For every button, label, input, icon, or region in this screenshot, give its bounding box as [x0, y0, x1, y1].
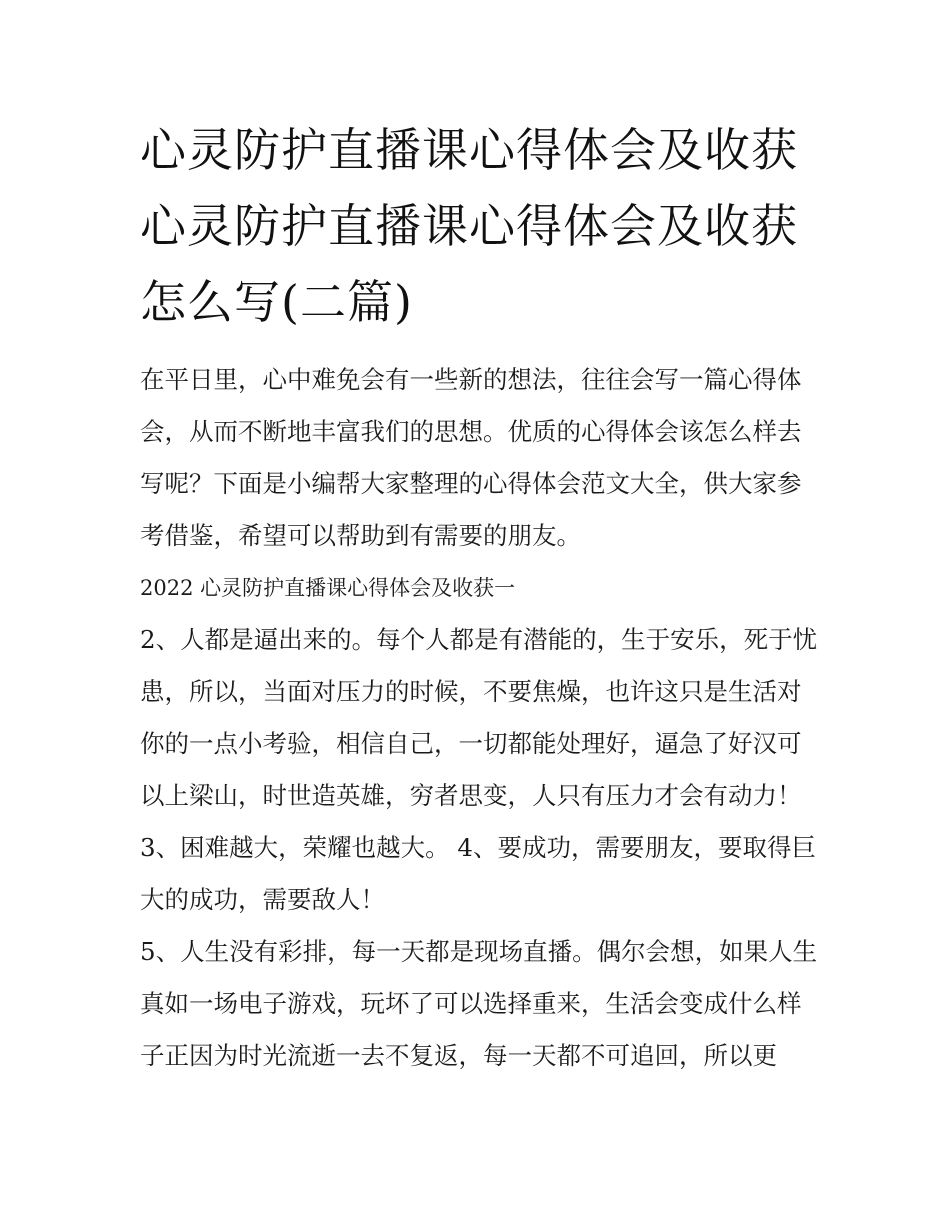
- document-page: [140, 112, 820, 1082]
- section-heading: 2022 心灵防护直播课心得体会及收获一: [140, 576, 516, 600]
- body-paragraph: 2、人都是逼出来的。每个人都是有潜能的，生于安乐，死于忧患，所以，当面对压力的时候，不要焦燥，也许这只是生活对你的一点小考验，相信自己，一切都能处理好，逼急了好汉可以上梁山，时世造英雄，穷者思变，人只有压力才会有动力！: [140, 625, 818, 810]
- body-paragraph: 3、困难越大，荣耀也越大。 4、要成功，需要朋友，要取得巨大的成功，需要敌人！: [140, 833, 816, 914]
- body-paragraph: 5、人生没有彩排，每一天都是现场直播。偶尔会想，如果人生真如一场电子游戏，玩坏了可以选择重来，生活会变成什么样子正因为时光流逝一去不复返，每一天都不可追回，所以更: [140, 937, 818, 1070]
- document-title: 心灵防护直播课心得体会及收获 心灵防护直播课心得体会及收获怎么写(二篇): [140, 123, 798, 329]
- intro-paragraph: 在平日里，心中难免会有一些新的想法，往往会写一篇心得体会，从而不断地丰富我们的思想。优质的心得体会该怎么样去写呢？下面是小编帮大家整理的心得体会范文大全，供大家参考借鉴，希望可以帮助到有需要的朋友。: [140, 365, 802, 550]
